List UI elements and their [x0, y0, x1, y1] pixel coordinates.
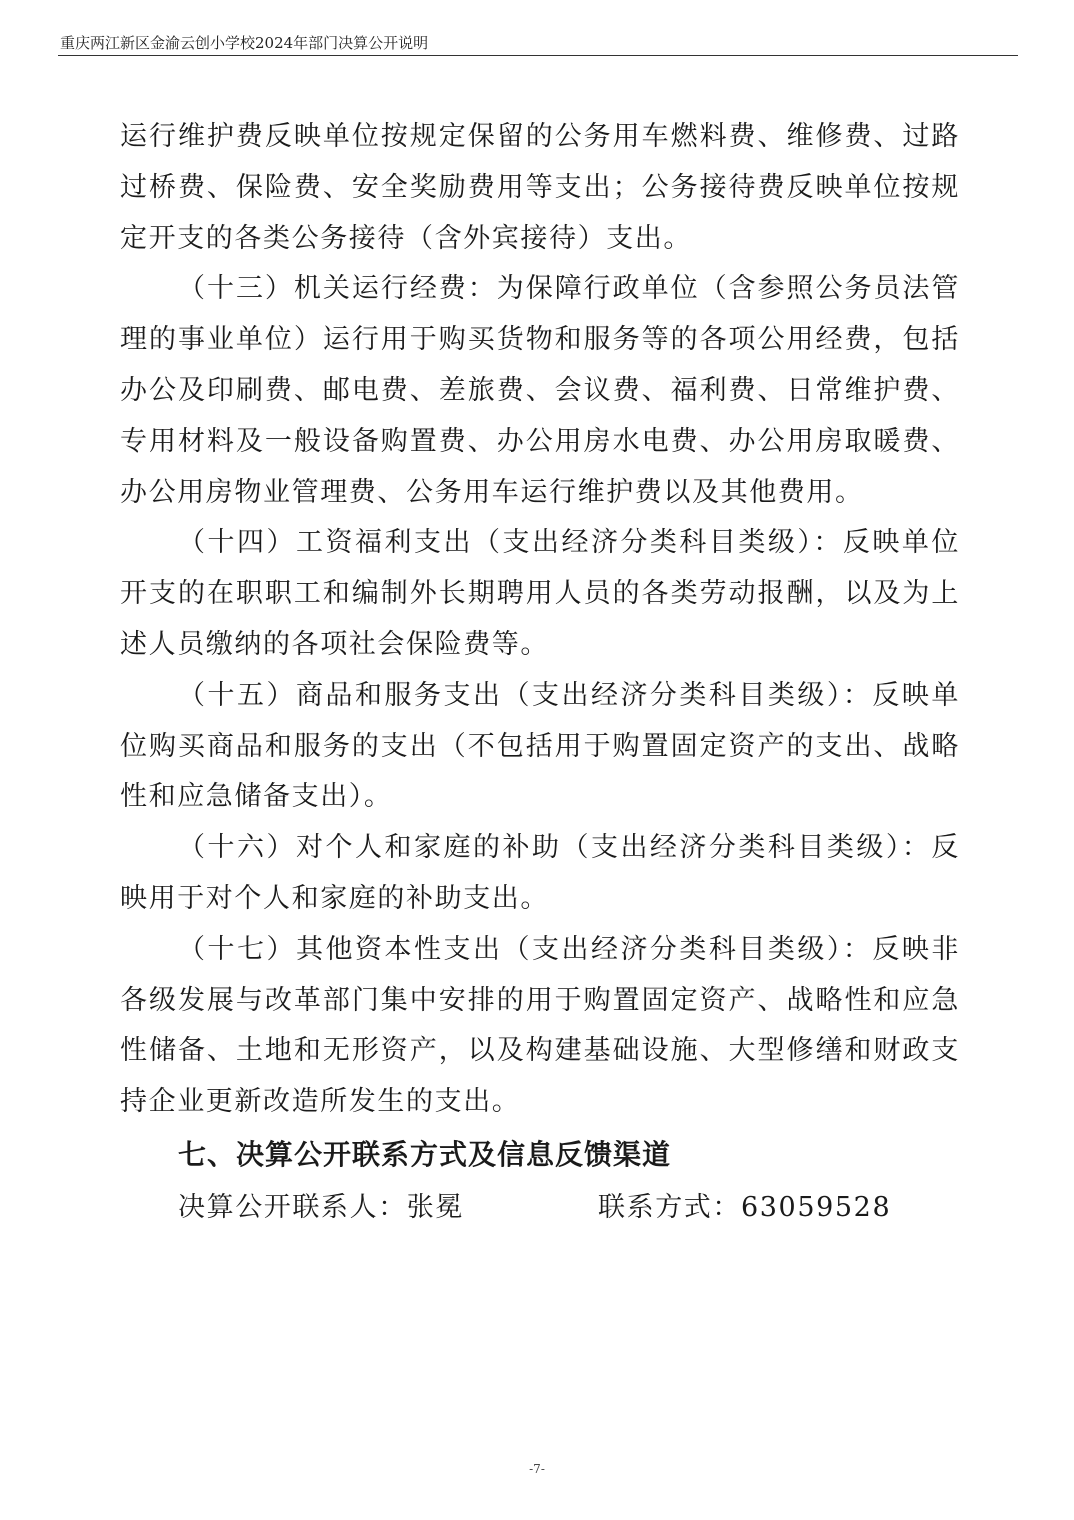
- paragraph-item-16: （十六）对个人和家庭的补助（支出经济分类科目类级）：反映用于对个人和家庭的补助支出。: [120, 832, 960, 914]
- contact-person: 决算公开联系人：张冕: [178, 1191, 464, 1223]
- running-header: 重庆两江新区金渝云创小学校2024年部门决算公开说明: [60, 34, 429, 52]
- header-divider: [58, 55, 1018, 56]
- page-number: -7-: [529, 1462, 545, 1476]
- contact-phone: 联系方式：63059528: [598, 1191, 892, 1223]
- paragraph-item-14: （十四）工资福利支出（支出经济分类科目类级）：反映单位开支的在职职工和编制外长期聘用人员的各类劳动报酬，以及为上述人员缴纳的各项社会保险费等。: [120, 527, 960, 660]
- paragraph-continuation: 运行维护费反映单位按规定保留的公务用车燃料费、维修费、过路过桥费、保险费、安全奖励费用等支出；公务接待费反映单位按规定开支的各类公务接待（含外宾接待）支出。: [120, 121, 960, 254]
- paragraph-item-15: （十五）商品和服务支出（支出经济分类科目类级）：反映单位购买商品和服务的支出（不包括用于购置固定资产的支出、战略性和应急储备支出）。: [120, 679, 960, 813]
- contact-line: [120, 1182, 960, 1234]
- document-body: [120, 112, 960, 1234]
- section-heading-contact: 七、决算公开联系方式及信息反馈渠道: [178, 1137, 672, 1171]
- paragraph-item-13: （十三）机关运行经费：为保障行政单位（含参照公务员法管理的事业单位）运行用于购买货物和服务等的各项公用经费，包括办公及印刷费、邮电费、差旅费、会议费、福利费、日常维护费、专用材料及一般设备购置费、办公用房水电费、办公用房取暖费、办公用房物业管理费、公务用车运行维护费以及其他费用。: [120, 273, 960, 508]
- paragraph-item-17: （十七）其他资本性支出（支出经济分类科目类级）：反映非各级发展与改革部门集中安排的用于购置固定资产、战略性和应急性储备、土地和无形资产，以及构建基础设施、大型修缮和财政支持企业更新改造所发生的支出。: [120, 933, 960, 1118]
